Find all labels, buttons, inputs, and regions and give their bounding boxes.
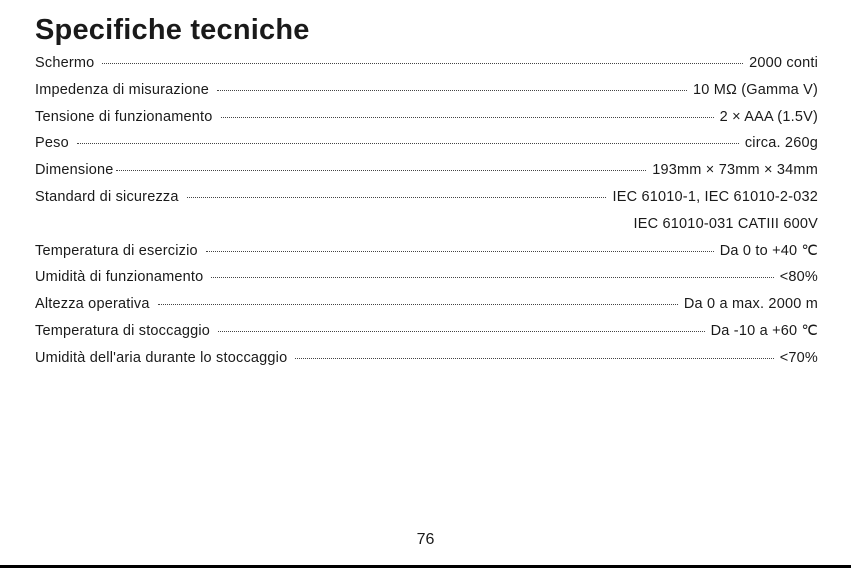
spec-label: Temperatura di esercizio: [35, 242, 198, 259]
spec-label: Impedenza di misurazione: [35, 81, 210, 98]
dot-leader: [158, 303, 678, 305]
spec-value: circa. 260g: [744, 135, 818, 152]
page-title: Specifiche tecniche: [35, 14, 310, 46]
spec-value: IEC 61010-1, IEC 61010-2-032: [612, 188, 818, 205]
spec-label: Umidità di funzionamento: [35, 269, 204, 286]
spec-row-operating-altitude: [35, 296, 818, 323]
dot-leader: [218, 330, 705, 332]
spec-value: 2 × AAA (1.5V): [719, 108, 818, 125]
dot-leader: [217, 89, 687, 91]
spec-row-voltage: [35, 109, 818, 136]
spec-row-storage-temperature: [35, 323, 818, 350]
spec-row-weight: [35, 135, 818, 162]
spec-value: 10 MΩ (Gamma V): [692, 81, 818, 98]
spec-value: Da -10 a +60 ℃: [710, 322, 818, 339]
dot-leader: [206, 250, 714, 252]
dot-leader: [102, 62, 743, 64]
spec-row-operating-humidity: [35, 269, 818, 296]
spec-value: IEC 61010-031 CATIII 600V: [633, 215, 818, 232]
spec-row-safety-standard: [35, 189, 818, 216]
spec-row-operating-temperature: [35, 243, 818, 270]
spec-row-impedance: [35, 82, 818, 109]
spec-label: Peso: [35, 135, 69, 152]
spec-row-storage-humidity: [35, 350, 818, 377]
spec-row-display: [35, 55, 818, 82]
dot-leader: [77, 142, 739, 144]
spec-label: Tensione di funzionamento: [35, 108, 213, 125]
spec-row-dimensions: [35, 162, 818, 189]
spec-label: Standard di sicurezza: [35, 188, 179, 205]
dot-leader: [116, 169, 647, 171]
spec-label: Dimensione: [35, 162, 114, 179]
dot-leader: [221, 116, 714, 118]
page-number: 76: [416, 531, 435, 548]
spec-value: Da 0 a max. 2000 m: [683, 296, 818, 313]
spec-label: Altezza operativa: [35, 296, 150, 313]
spec-value: 2000 conti: [749, 55, 818, 71]
dot-leader: [187, 196, 607, 198]
spec-label: Schermo: [35, 55, 95, 71]
spec-value: 193mm × 73mm × 34mm: [652, 162, 818, 179]
spec-value: <80%: [779, 269, 818, 286]
spec-row-safety-standard-continuation: [35, 216, 818, 243]
spec-label: Umidità dell'aria durante lo stoccaggio: [35, 349, 288, 366]
dot-leader: [211, 276, 773, 278]
spec-list: [35, 55, 818, 377]
spec-label: Temperatura di stoccaggio: [35, 322, 211, 339]
spec-value: <70%: [779, 349, 818, 366]
spec-value: Da 0 to +40 ℃: [719, 242, 818, 259]
dot-leader: [295, 357, 773, 359]
